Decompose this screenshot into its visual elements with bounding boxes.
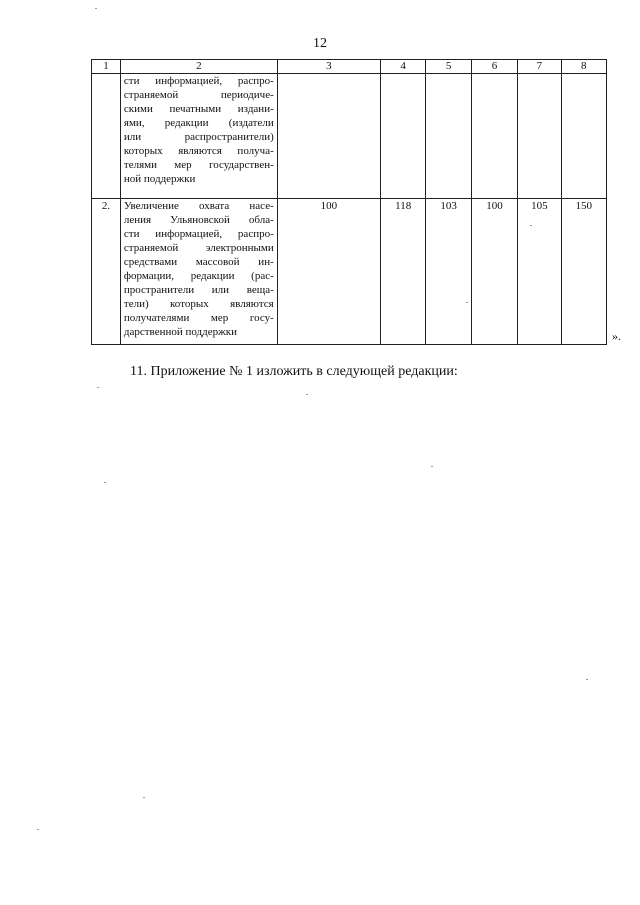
value-cell: 103 (426, 199, 471, 345)
description-line: скими печатными издани- (123, 103, 274, 115)
scan-speck (97, 387, 99, 388)
table-header-cell: 1 (92, 60, 121, 74)
description-line: телями мер государствен- (123, 159, 274, 171)
value-cell (380, 74, 425, 199)
value-cell (471, 74, 517, 199)
description-line: получателями мер госу- (123, 312, 274, 324)
row-number-cell (92, 74, 121, 199)
table-header-cell: 2 (120, 60, 277, 74)
scan-speck (95, 8, 97, 9)
table-row (92, 74, 607, 199)
scan-speck (306, 394, 308, 395)
description-line: дарственной поддержки (123, 326, 237, 338)
row-number-cell: 2. (92, 199, 121, 345)
value-cell: 100 (277, 199, 380, 345)
description-line: сти информацией, распро- (123, 228, 274, 240)
description-line: формации, редакции (рас- (123, 270, 274, 282)
value-cell (426, 74, 471, 199)
table-header-cell: 3 (277, 60, 380, 74)
value-cell: 118 (380, 199, 425, 345)
value-cell (518, 74, 561, 199)
indicator-description-cell (120, 199, 277, 345)
description-line: которых являются получа- (123, 145, 274, 157)
description-line: страняемой электронными (123, 242, 274, 254)
indicators-table (91, 59, 607, 345)
closing-quote: ». (612, 329, 621, 343)
table-header-cell: 5 (426, 60, 471, 74)
scan-speck (37, 829, 39, 830)
table-header-cell: 4 (380, 60, 425, 74)
table-row (92, 199, 607, 345)
description-line: ной поддержки (123, 173, 196, 185)
scan-speck (431, 466, 433, 467)
description-line: средствами массовой ин- (123, 256, 274, 268)
table-header-row (92, 60, 607, 74)
amendment-paragraph: 11. Приложение № 1 изложить в следующей редакции: (130, 364, 458, 379)
description-line: Увеличение охвата насе- (123, 200, 274, 212)
scan-speck (466, 302, 468, 303)
scan-speck (530, 225, 532, 226)
value-cell (277, 74, 380, 199)
value-cell (561, 74, 606, 199)
value-cell: 150 (561, 199, 606, 345)
value-cell: 105 (518, 199, 561, 345)
description-line: страняемой периодиче- (123, 89, 274, 101)
indicator-description-cell (120, 74, 277, 199)
scan-speck (143, 797, 145, 798)
value-cell: 100 (471, 199, 517, 345)
table-header-cell: 8 (561, 60, 606, 74)
description-line: сти информацией, распро- (123, 75, 274, 87)
table-header-cell: 6 (471, 60, 517, 74)
table-header-cell: 7 (518, 60, 561, 74)
scan-speck (586, 679, 588, 680)
description-line: ями, редакции (издатели (123, 117, 274, 129)
description-line: ления Ульяновской обла- (123, 214, 274, 226)
description-line: тели) которых являются (123, 298, 274, 310)
description-line: пространители или веща- (123, 284, 274, 296)
page-number: 12 (313, 36, 327, 51)
description-line: или распространители) (123, 131, 274, 143)
scan-speck (104, 482, 106, 483)
